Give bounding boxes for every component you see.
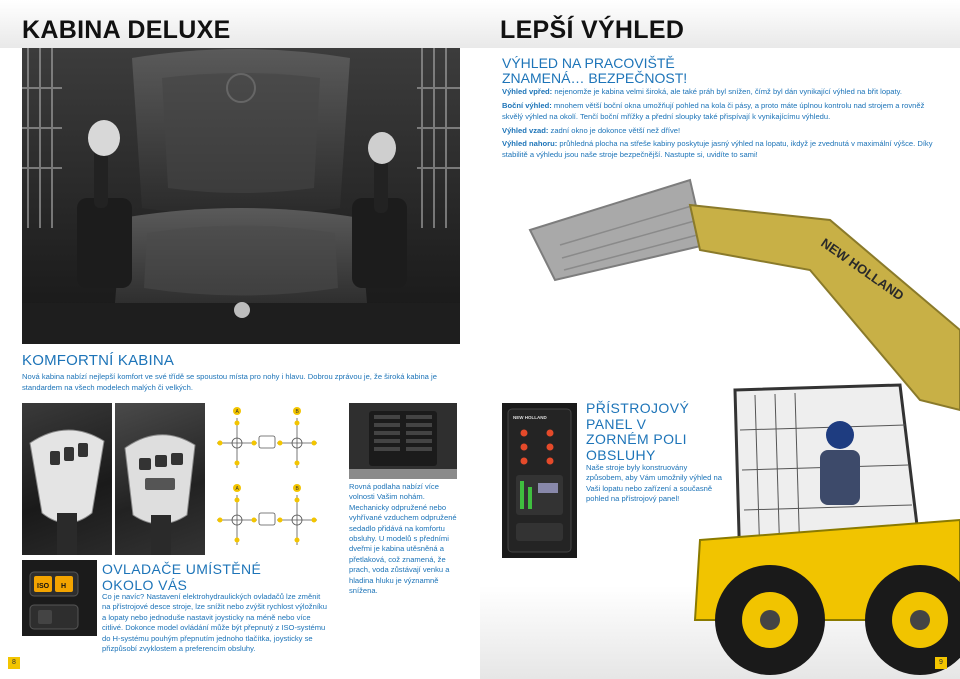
instrument-panel-title: PŘÍSTROJOVÝ PANEL V ZORNÉM POLI OBSLUHY [586,400,690,463]
view-subheading-line1: VÝHLED NA PRACOVIŠTĚ [502,55,675,71]
top-view-text: průhledná plocha na střeše kabiny poskytuje jasný výhled na lopatu, ikdyž je zvednutá v maximální výšce. Díky stabilitě a výhledu jsou naše stroje bezpečnější. Nastupte si, uvidíte to sami! [502,139,933,159]
front-view-text: nejenomže je kabina velmi široká, ale také práh byl snížen, čímž byl dán vynikající výhled na břit lopaty. [552,87,902,96]
view-subheading-line2: ZNAMENÁ… BEZPEČNOST! [502,70,688,86]
controls-text: Co je navíc? Nastavení elektrohydraulických ovladačů lze změnit na přístrojové desce stroje, lze snížit nebo zvýšit rychlost výložníku a lopaty nebo jednoduše nastavit joysticky na méně nebo více citlivé. Dokonce model ovládání může být přepnutý z ISO-systému do H-systému pouhým přepnutím jednoho tlačítka, joysticky se přizpůsobí zvyklostem a preferencím obsluhy. [102,592,327,654]
controls-title [102,561,261,593]
page-number-left: 8 [8,657,20,669]
cab-floor-photo [349,403,457,479]
comfort-cab-text: Nová kabina nabízí nejlepší komfort ve své třídě se spoustou místa pro nohy i hlavu. Dobrou zprávou je, že široká kabina je standardem na všech modelech malých či velkých. [22,372,437,392]
page-title-left: KABINA DELUXE [22,16,231,44]
rear-view-paragraph [502,125,938,136]
floor-text: Rovná podlaha nabízí více volnosti Vašim nohám. Mechanicky odpružené nebo vyhřívané vzduchem odpružené sedadlo přidává na komfortu obsluhy. U modelů s předními dveřmi je kabina utěsněná a přetlaková, což znamená, že prach, voda zůstávají venku a hladina hluku je významně snížena. [349,482,457,596]
front-view-paragraph [502,86,938,97]
front-view-label: Výhled vpřed: [502,87,553,96]
cab-seat-photo [22,48,460,344]
diagram-label-b-bottom: B [295,486,299,492]
controls-title-line1: OVLADAČE UMÍSTĚNÉ [102,561,262,577]
instrument-panel-photo [502,403,577,558]
iso-h-switch-photo [22,560,97,636]
page-title-right: LEPŠÍ VÝHLED [500,16,685,44]
h-switch-label: H [61,583,67,590]
loader-arm-brand: NEW HOLLAND [818,235,907,304]
rear-view-text: zadní okno je dokonce větší než dříve! [548,126,681,135]
joystick-illustration-left [22,403,112,555]
iso-switch-label: ISO [37,583,50,590]
controls-title-line2: OKOLO VÁS [102,577,188,593]
floor-illustration [349,403,457,479]
instrument-panel-illustration [502,403,577,558]
view-subheading [502,56,712,86]
panel-brand: NEW HOLLAND [513,415,547,420]
diagram-label-a-bottom: A [235,486,239,492]
joystick-photo-left [22,403,112,555]
diagram-label-a-top: A [235,409,239,415]
side-view-paragraph [502,100,938,122]
seat-illustration [22,48,460,344]
page-number-right: 9 [935,657,947,669]
iso-h-control-diagram [212,403,327,555]
instrument-panel-text: Naše stroje byly konstruovány způsobem, aby Vám umožnily výhled na Vaši lopatu nebo zařízení a současně pohled na přístrojový panel! [586,463,722,504]
diagram-label-b-top: B [295,409,299,415]
rear-view-label: Výhled vzad: [502,126,549,135]
joystick-photo-right [115,403,205,555]
control-pattern-diagram [212,403,327,555]
comfort-cab-title: KOMFORTNÍ KABINA [22,352,175,369]
top-view-label: Výhled nahoru: [502,139,558,148]
side-view-text: mnohem větší boční okna umožňují pohled na kola či pásy, a proto máte úplnou kontrolu nad strojem a rovněž skvělý výhled na okolí. Tenčí boční mřížky a přední sloupky také přispívají k vynikajícímu výhledu. [502,101,925,121]
joystick-illustration-right [115,403,205,555]
iso-h-switch-illustration [22,560,97,636]
side-view-label: Boční výhled: [502,101,552,110]
